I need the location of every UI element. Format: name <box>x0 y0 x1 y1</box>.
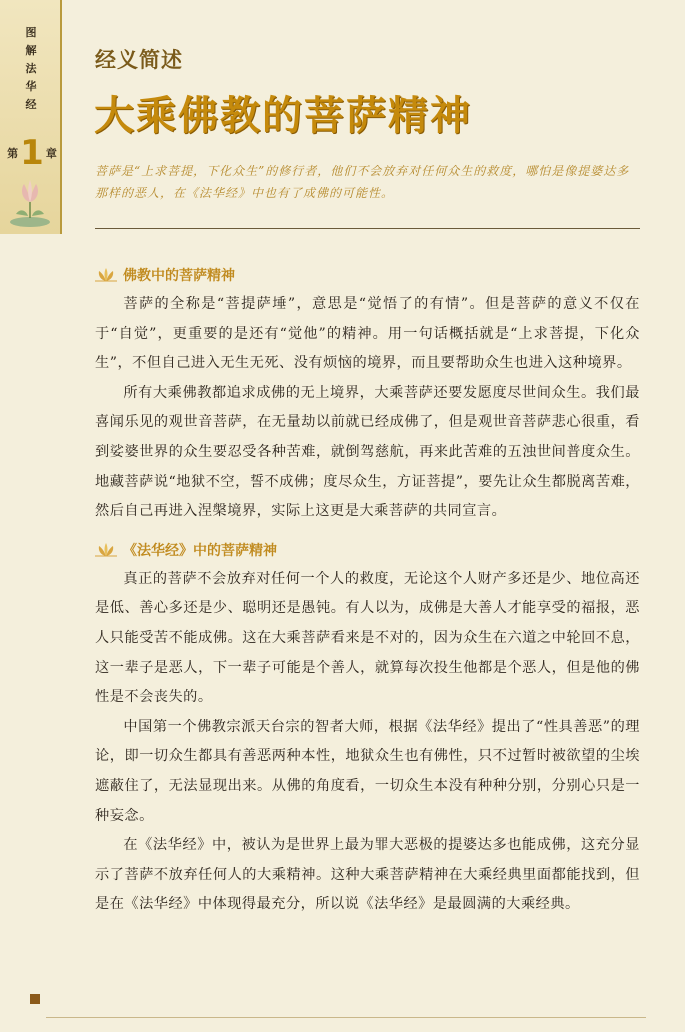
book-title-char: 法 <box>25 62 37 75</box>
section-heading <box>95 537 640 563</box>
footer-divider <box>46 1017 646 1018</box>
lotus-flower-icon <box>8 178 52 228</box>
section-label: 经义简述 <box>95 48 183 72</box>
intro-text: 菩萨是“上求菩提，下化众生”的修行者，他们不会放弃对任何众生的救度，哪怕是像提婆达多那样的恶人，在《法华经》中也有了成佛的可能性。 <box>95 164 630 200</box>
paragraph: 中国第一个佛教宗派天台宗的智者大师，根据《法华经》提出了“性具善恶”的理论，即一切众生都具有善恶两种本性，地狱众生也有佛性，只不过暂时被欲望的尘埃遮蔽住了，无法显现出来。从佛的角度看，一切众生本没有种种分别，分别心只是一种妄念。 <box>95 718 640 824</box>
article-body <box>95 262 640 920</box>
book-title-char: 解 <box>25 44 37 57</box>
footer-marker <box>30 994 40 1004</box>
book-title-char: 华 <box>25 80 37 93</box>
section-heading <box>95 262 640 288</box>
section-spacer <box>95 527 640 537</box>
chapter-prefix: 第 <box>7 147 19 160</box>
paragraph: 在《法华经》中，被认为是世界上最为罪大恶极的提婆达多也能成佛，这充分显示了菩萨不放弃任何人的大乘精神。这种大乘菩萨精神在大乘经典里面都能找到，但是在《法华经》中体现得最充分，所以说《法华经》是最圆满的大乘经典。 <box>95 837 640 913</box>
page-title: 大乘佛教的菩萨精神 <box>94 92 472 139</box>
chapter-number: 1 <box>20 133 44 173</box>
paragraph: 真正的菩萨不会放弃对任何一个人的救度，无论这个人财产多还是少、地位高还是低、善心多还是少、聪明还是愚钝。有人以为，成佛是大善人才能享受的福报，恶人只能受苦不能成佛。这在大乘菩萨看来是不对的，因为众生在六道之中轮回不息，这一辈子是恶人，下一辈子可能是个善人，就算每次投生他都是个恶人，但是他的佛性是不会丧失的。 <box>95 570 640 706</box>
header-divider <box>95 228 640 229</box>
book-title-vertical <box>0 24 62 114</box>
section-heading-text: 《法华经》中的菩萨精神 <box>123 542 277 559</box>
book-title-char: 图 <box>25 26 37 39</box>
lotus-bullet-icon <box>95 268 117 282</box>
lotus-bullet-icon <box>95 543 117 557</box>
chapter-side-tab <box>0 0 62 234</box>
paragraph: 所有大乘佛教都追求成佛的无上境界，大乘菩萨还要发愿度尽世间众生。我们最喜闻乐见的观世音菩萨，在无量劫以前就已经成佛了，但是观世音菩萨悲心很重，看到娑婆世界的众生要忍受各种苦难，就倒驾慈航，再来此苦难的五浊世间普度众生。地藏菩萨说“地狱不空，誓不成佛；度尽众生，方证菩提”，要先让众生都脱离苦难，然后自己再进入涅槃境界，实际上这更是大乘菩萨的共同宣言。 <box>95 384 640 520</box>
chapter-suffix: 章 <box>45 147 57 160</box>
section-heading-text: 佛教中的菩萨精神 <box>123 268 235 284</box>
chapter-label <box>4 133 60 173</box>
book-title-char: 经 <box>25 98 37 111</box>
paragraph: 菩萨的全称是“菩提萨埵”，意思是“觉悟了的有情”。但是菩萨的意义不仅在于“自觉”，更重要的是还有“觉他”的精神。用一句话概括就是“上求菩提，下化众生”，不但自己进入无生无死、没有烦恼的境界，而且要帮助众生也进入这种境界。 <box>95 296 640 372</box>
